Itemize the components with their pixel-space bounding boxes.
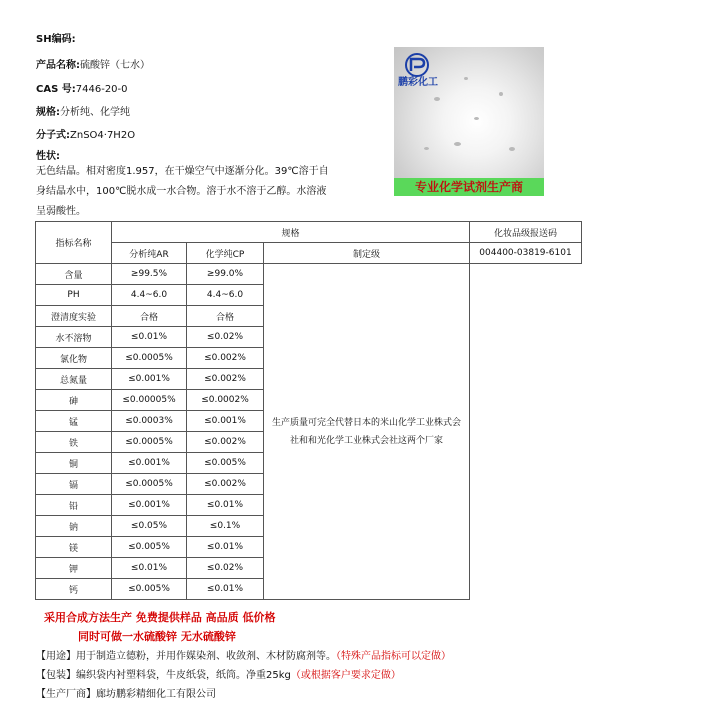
row-ar-value: ≤0.0003% [112, 411, 187, 432]
row-indicator-name: 铁 [36, 432, 112, 453]
row-indicator-name: 钠 [36, 516, 112, 537]
row-indicator-name: 砷 [36, 390, 112, 411]
row-indicator-name: 总氮量 [36, 369, 112, 390]
row-indicator-name: 镉 [36, 474, 112, 495]
row-indicator-name: PH [36, 285, 112, 306]
sub-custom-header: 制定级 [264, 243, 470, 264]
cas-label: CAS 号: [36, 84, 76, 95]
packing-line [36, 666, 401, 681]
cas-value: 7446-20-0 [75, 84, 128, 95]
description-line: 呈弱酸性。 [36, 206, 86, 217]
spec-line [36, 103, 130, 118]
row-indicator-name: 铜 [36, 453, 112, 474]
row-cp-value: ≤0.02% [187, 558, 264, 579]
row-indicator-name: 含量 [36, 264, 112, 285]
sub-cp-header: 化学纯CP [187, 243, 264, 264]
sh-code-label: SH编码: [36, 34, 76, 45]
row-ar-value: ≤0.0005% [112, 348, 187, 369]
packing-text: 编织袋内衬塑料袋，牛皮纸袋，纸筒。净重25kg [76, 670, 291, 681]
row-cp-value: 合格 [187, 306, 264, 327]
description-line: 无色结晶。相对密度1.957，在干燥空气中逐渐分化。39℃溶于自 [36, 166, 329, 177]
row-indicator-name: 锰 [36, 411, 112, 432]
maker-line [36, 685, 216, 700]
table-header-row [36, 222, 582, 243]
row-ar-value: 4.4~6.0 [112, 285, 187, 306]
cosmetic-code-cell: 004400-03819-6101 [470, 243, 582, 264]
row-indicator-name: 澄清度实验 [36, 306, 112, 327]
product-name-label: 产品名称: [36, 60, 80, 71]
row-cp-value: ≤0.02% [187, 327, 264, 348]
col-cosmetic-header: 化妆品级报送码 [470, 222, 582, 243]
row-cp-value: ≤0.002% [187, 369, 264, 390]
maker-text: 廊坊鹏彩精细化工有限公司 [96, 689, 216, 700]
description-line: 身结晶水中，100℃脱水成一水合物。溶于水不溶于乙醇。水溶液 [36, 186, 327, 197]
row-ar-value: ≤0.01% [112, 327, 187, 348]
row-ar-value: ≤0.05% [112, 516, 187, 537]
row-cp-value: ≤0.01% [187, 495, 264, 516]
packing-label: 【包装】 [36, 670, 76, 681]
row-cp-value: ≥99.0% [187, 264, 264, 285]
col-indicator-header: 指标名称 [36, 222, 112, 264]
product-name-value: 硫酸锌（七水） [80, 60, 150, 71]
formula-label: 分子式: [36, 130, 70, 141]
row-ar-value: ≤0.005% [112, 579, 187, 600]
row-ar-value: ≤0.0005% [112, 432, 187, 453]
row-cp-value: ≤0.002% [187, 432, 264, 453]
sub-ar-header: 分析纯AR [112, 243, 187, 264]
spec-label: 规格: [36, 107, 60, 118]
spec-table [35, 221, 582, 600]
photo-banner: 专业化学试剂生产商 [394, 178, 544, 196]
row-ar-value: ≤0.001% [112, 369, 187, 390]
row-ar-value: ≤0.001% [112, 453, 187, 474]
row-cp-value: ≤0.002% [187, 348, 264, 369]
row-cp-value: ≤0.001% [187, 411, 264, 432]
row-ar-value: ≤0.01% [112, 558, 187, 579]
usage-label: 【用途】 [36, 651, 76, 662]
description [36, 162, 336, 222]
row-cp-value: 4.4~6.0 [187, 285, 264, 306]
properties-label: 性状: [36, 151, 60, 162]
formula-value: ZnSO4·7H2O [70, 130, 136, 141]
row-indicator-name: 钙 [36, 579, 112, 600]
promo-line-1: 采用合成方法生产 免费提供样品 高品质 低价格 [44, 611, 276, 624]
row-indicator-name: 氯化物 [36, 348, 112, 369]
custom-note-line: 生产质量可完全代替日本的米山化学工业株式会 [271, 417, 461, 428]
row-ar-value: ≥99.5% [112, 264, 187, 285]
table-row [36, 264, 582, 285]
row-indicator-name: 镁 [36, 537, 112, 558]
row-cp-value: ≤0.0002% [187, 390, 264, 411]
packing-note: （或根据客户要求定做） [290, 670, 401, 681]
row-ar-value: ≤0.00005% [112, 390, 187, 411]
usage-text: 用于制造立德粉，并用作媒染剂、收敛剂、木材防腐剂等。 [76, 651, 336, 662]
product-name-line [36, 56, 150, 71]
spec-value: 分析纯、化学纯 [60, 107, 130, 118]
product-photo [394, 47, 544, 196]
row-indicator-name: 铅 [36, 495, 112, 516]
col-spec-header: 规格 [112, 222, 470, 243]
row-ar-value: ≤0.005% [112, 537, 187, 558]
table-subheader-row [36, 243, 582, 264]
usage-line [36, 647, 451, 662]
maker-label: 【生产厂商】 [36, 689, 96, 700]
row-cp-value: ≤0.01% [187, 537, 264, 558]
row-indicator-name: 钾 [36, 558, 112, 579]
row-cp-value: ≤0.01% [187, 579, 264, 600]
custom-note-line: 社和和光化学工业株式会社这两个厂家 [289, 435, 443, 446]
row-ar-value: 合格 [112, 306, 187, 327]
logo-text: 鹏彩化工 [398, 77, 438, 88]
row-ar-value: ≤0.0005% [112, 474, 187, 495]
cas-line [36, 80, 128, 95]
usage-note: （特殊产品指标可以定做） [336, 651, 451, 662]
formula-line [36, 126, 135, 141]
row-ar-value: ≤0.001% [112, 495, 187, 516]
row-cp-value: ≤0.005% [187, 453, 264, 474]
row-indicator-name: 水不溶物 [36, 327, 112, 348]
custom-grade-note [264, 264, 470, 600]
row-cp-value: ≤0.1% [187, 516, 264, 537]
promo-line-2: 同时可做一水硫酸锌 无水硫酸锌 [78, 630, 236, 643]
row-cp-value: ≤0.002% [187, 474, 264, 495]
